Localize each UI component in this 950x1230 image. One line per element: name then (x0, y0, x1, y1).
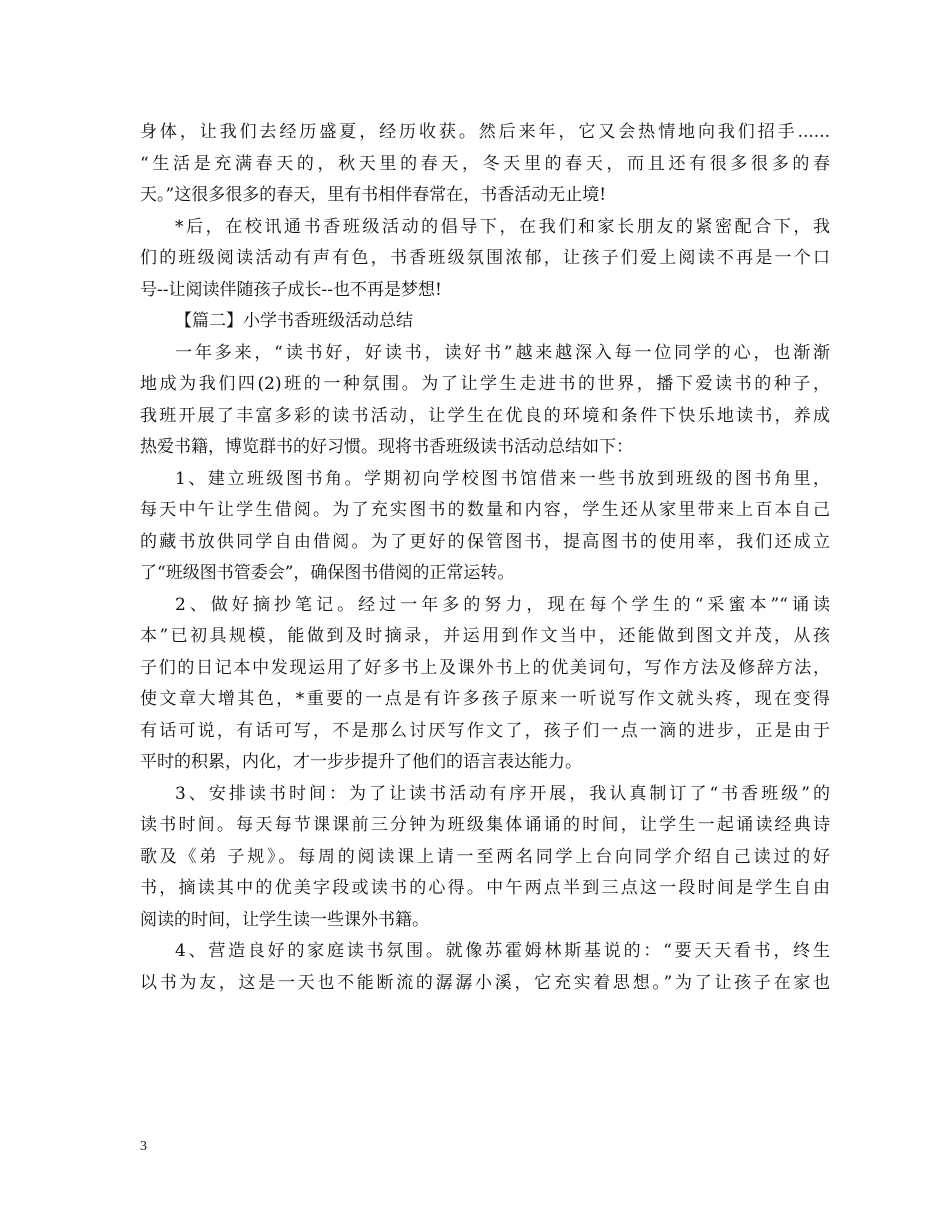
text-line: 使文章大增其色，*重要的一点是有许多孩子原来一听说写作文就头疼，现在变得 (140, 689, 830, 709)
text-line: 地成为我们四(2)班的一种氛围。为了让学生走进书的世界，播下爱读书的种子， (140, 374, 830, 394)
text-line: 本”已初具规模，能做到及时摘录，并运用到作文当中，还能做到图文并茂，从孩 (140, 626, 830, 646)
text-line: 热爱书籍，博览群书的好习惯。现将书香班级读书活动总结如下： (140, 437, 633, 457)
text-line: 们的班级阅读活动有声有色，书香班级氛围浓郁，让孩子们爱上阅读不再是一个口 (140, 248, 830, 268)
text-line: 2、做好摘抄笔记。经过一年多的努力，现在每个学生的“采蜜本”“诵读 (175, 594, 830, 615)
text-line: 以书为友，这是一天也不能断流的潺潺小溪，它充实着思想。”为了让孩子在家也 (140, 972, 830, 993)
text-line: “生活是充满春天的，秋天里的春天，冬天里的春天，而且还有很多很多的春 (140, 153, 830, 174)
text-line: 平时的积累，内化，才一步步提升了他们的语言表达能力。 (140, 752, 582, 772)
text-line: 的藏书放供同学自由借阅。为了更好的保管图书，提高图书的使用率，我们还成立 (140, 531, 830, 552)
text-line: 身体，让我们去经历盛夏，经历收获。然后来年，它又会热情地向我们招手...... (140, 122, 830, 142)
text-line: 子们的日记本中发现运用了好多书上及课外书上的优美词句，写作方法及修辞方法， (140, 657, 830, 678)
text-line: 了“班级图书管委会”，确保图书借阅的正常运转。 (140, 563, 515, 583)
text-line: 有话可说，有话可写，不是那么讨厌写作文了，孩子们一点一滴的进步，正是由于 (140, 720, 830, 741)
text-line: *后，在校讯通书香班级活动的倡导下，在我们和家长朋友的紧密配合下，我 (175, 216, 830, 237)
page-number: 3 (140, 1139, 147, 1154)
text-line: 读书时间。每天每节课课前三分钟为班级集体诵诵的时间，让学生一起诵读经典诗 (140, 815, 830, 835)
text-line: 号--让阅读伴随孩子成长--也不再是梦想! (140, 279, 442, 300)
text-line: 书，摘读其中的优美字段或读书的心得。中午两点半到三点这一段时间是学生自由 (140, 878, 830, 898)
text-line: 4、营造良好的家庭读书氛围。就像苏霍姆林斯基说的：“要天天看书，终生 (175, 941, 830, 961)
text-line: 3、安排读书时间：为了让读书活动有序开展，我认真制订了“书香班级”的 (175, 783, 830, 804)
text-line: 每天中午让学生借阅。为了充实图书的数量和内容，学生还从家里带来上百本自己 (140, 500, 830, 520)
text-line: 天。”这很多很多的春天，里有书相伴春常在，书香活动无止境! (140, 185, 607, 205)
text-line: 我班开展了丰富多彩的读书活动，让学生在优良的环境和条件下快乐地读书，养成 (140, 405, 830, 426)
text-line: 阅读的时间，让学生读一些课外书籍。 (140, 909, 429, 930)
section-heading: 【篇二】小学书香班级活动总结 (175, 311, 413, 331)
body-text (140, 117, 830, 999)
text-line: 1、建立班级图书角。学期初向学校图书馆借来一些书放到班级的图书角里， (175, 468, 830, 489)
text-line: 歌及《弟 子规》。每周的阅读课上请一至两名同学上台向同学介绍自己读过的好 (140, 846, 830, 867)
text-line: 一年多来，“读书好，好读书，读好书”越来越深入每一位同学的心，也渐渐 (175, 342, 830, 363)
